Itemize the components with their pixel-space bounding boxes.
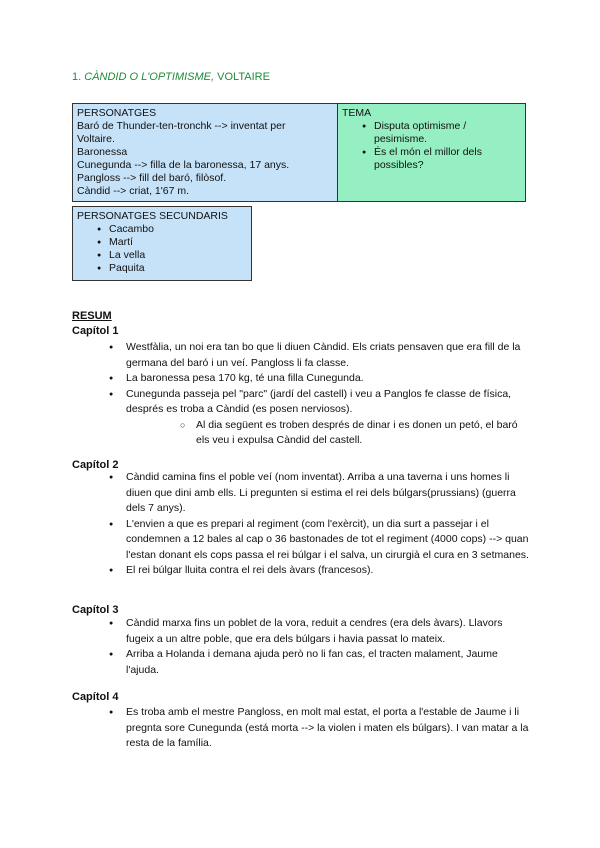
title-author: VOLTAIRE xyxy=(214,71,270,83)
secundaris-item: ● Martí xyxy=(97,236,247,249)
resum-heading: RESUM xyxy=(72,310,112,322)
tema-item: ● Disputa optimisme / pesimisme. xyxy=(362,120,521,146)
chapter-bullet: ● Càndid camina fins el poble veí (nom inventat). Arriba a una taverna i uns homes li diuen que dini amb ells. Li pregunten si estima el rei dels búlgars(prussians) (guerra dels 7 anys). xyxy=(72,470,532,517)
chapter-bullet: ● Westfàlia, un noi era tan bo que li diuen Càndid. Els criats pensaven que era fill de la germana del baró i un veí. Pangloss li fa classe. xyxy=(72,340,532,371)
chapter-title: Capítol 4 xyxy=(72,691,119,703)
chapter-title: Capítol 1 xyxy=(72,325,119,337)
chapter-2-list xyxy=(72,470,532,579)
personatges-box xyxy=(72,103,338,202)
chapter-1-list xyxy=(72,340,532,449)
chapter-bullet: ● Cunegunda passeja pel "parc" (jardí del castell) i veu a Panglos fe classe de física, després es troba a Càndid (es posen nerviosos). xyxy=(72,387,532,418)
tema-heading: TEMA xyxy=(342,107,372,119)
personatges-heading: PERSONATGES xyxy=(77,107,157,119)
chapter-title: Capítol 3 xyxy=(72,604,119,616)
secundaris-item: ● La vella xyxy=(97,249,247,262)
chapter-bullet: ● Es troba amb el mestre Pangloss, en molt mal estat, el porta a l'estable de Jaume i li pregnta sore Cunegunda (está morta --> la violen i maten els búlgars). I van matar a la resta de la família. xyxy=(72,705,532,752)
secundaris-list xyxy=(77,223,247,275)
secundaris-box xyxy=(72,206,252,281)
tema-box xyxy=(337,103,526,202)
personatges-line: Cunegunda --> filla de la baronessa, 17 anys. xyxy=(77,159,290,171)
tema-item: ● És el món el millor dels possibles? xyxy=(362,146,521,172)
secundaris-heading: PERSONATGES SECUNDARIS xyxy=(77,210,228,222)
personatges-line: Baró de Thunder-ten-tronchk --> inventat per xyxy=(77,120,286,132)
personatges-line: Pangloss --> fill del baró, filòsof. xyxy=(77,172,227,184)
title-work: CÀNDID O L'OPTIMISME, xyxy=(84,71,215,83)
chapter-bullet: ● L'envien a que es prepari al regiment (com l'exèrcit), un dia surt a passejar i el condemnen a 12 bales al cap o 36 bastonades de tot el regiment (4000 cops) --> quan l'estan donant els cops passa el rei búlgar i el salva, un cirurgià el cura en 3 setmanes. xyxy=(72,517,532,564)
tema-list xyxy=(342,120,521,172)
chapter-title: Capítol 2 xyxy=(72,459,119,471)
personatges-line: Baronessa xyxy=(77,146,128,158)
secundaris-item: ● Cacambo xyxy=(97,223,247,236)
sub-list-wrap xyxy=(72,418,532,449)
chapter-4-list xyxy=(72,705,532,752)
chapter-bullet: ● El rei búlgar lluita contra el rei dels àvars (francesos). xyxy=(72,563,532,579)
secundaris-item: ● Paquita xyxy=(97,262,247,275)
title-number: 1. xyxy=(72,71,85,83)
chapter-1-sublist xyxy=(142,418,532,449)
personatges-line: Càndid --> criat, 1'67 m. xyxy=(77,185,190,197)
personatges-line: Voltaire. xyxy=(77,133,115,145)
chapter-3-list xyxy=(72,616,532,678)
chapter-bullet: ● La baronessa pesa 170 kg, té una filla Cunegunda. xyxy=(72,371,532,387)
document-title xyxy=(72,71,270,83)
chapter-bullet: ● Càndid marxa fins un poblet de la vora, reduit a cendres (era dels àvars). Llavors fugeix a un altre poble, que era dels búlgars i havia passat lo mateix. xyxy=(72,616,532,647)
chapter-sub-bullet: ○ Al dia següent es troben després de dinar i es donen un petó, el baró els veu i expulsa Càndid del castell. xyxy=(142,418,532,449)
chapter-bullet: ● Arriba a Holanda i demana ajuda però no li fan cas, el tracten malament, Jaume l'ajuda. xyxy=(72,647,532,678)
